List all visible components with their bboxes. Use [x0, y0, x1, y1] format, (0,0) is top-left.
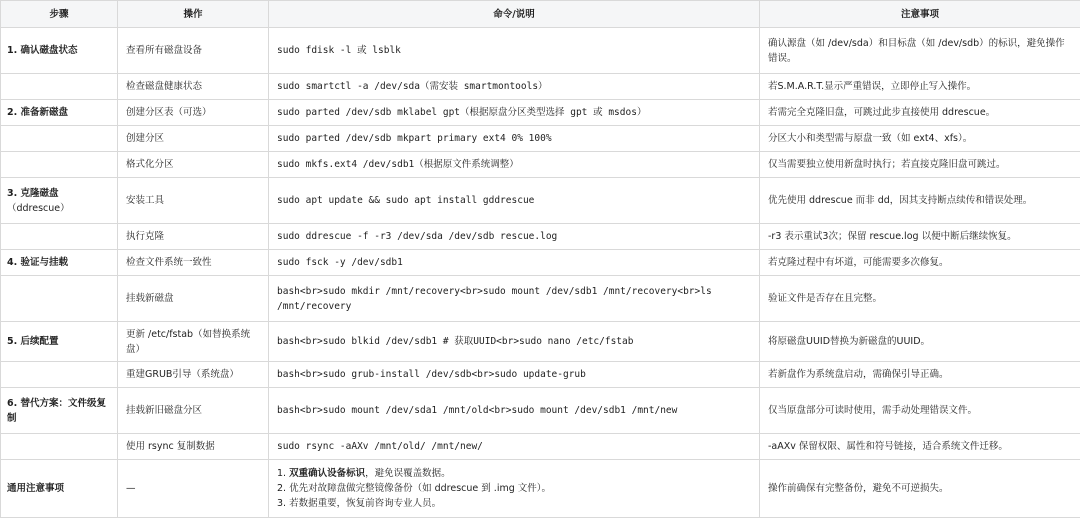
operation-cell: 执行克隆: [118, 224, 269, 250]
operation-cell: 查看所有磁盘设备: [118, 28, 269, 74]
header-command: 命令/说明: [269, 1, 760, 28]
step-cell: 1. 确认磁盘状态: [1, 28, 118, 74]
note-cell: 验证文件是否存在且完整。: [760, 276, 1080, 322]
note-cell: 若克隆过程中有坏道，可能需要多次修复。: [760, 250, 1080, 276]
table-row: [1, 362, 1080, 388]
note-cell: -r3 表示重试3次；保留 rescue.log 以便中断后继续恢复。: [760, 224, 1080, 250]
table-row: [1, 460, 1080, 518]
tip-number: 3.: [277, 498, 290, 509]
command-cell: bash<br>sudo mkdir /mnt/recovery<br>sudo mount /dev/sdb1 /mnt/recovery<br>ls /mnt/recovery: [269, 276, 760, 322]
table-row: [1, 276, 1080, 322]
table-row: [1, 152, 1080, 178]
header-notes: 注意事项: [760, 1, 1080, 28]
operation-cell: 挂载新磁盘: [118, 276, 269, 322]
step-subtitle: （ddrescue）: [7, 202, 70, 214]
tip-text: ，避免误覆盖数据。: [365, 468, 451, 479]
operation-cell: 检查文件系统一致性: [118, 250, 269, 276]
command-cell: sudo ddrescue -f -r3 /dev/sda /dev/sdb rescue.log: [269, 224, 760, 250]
list-item: [277, 466, 753, 481]
command-cell: sudo apt update && sudo apt install gddrescue: [269, 178, 760, 224]
note-cell: 确认源盘（如 /dev/sda）和目标盘（如 /dev/sdb）的标识，避免操作错误。: [760, 28, 1080, 74]
note-cell: 若需完全克隆旧盘，可跳过此步直接使用 ddrescue。: [760, 100, 1080, 126]
step-cell: 4. 验证与挂载: [1, 250, 118, 276]
note-cell: -aAXv 保留权限、属性和符号链接，适合系统文件迁移。: [760, 434, 1080, 460]
tip-bold: 双重确认设备标识: [289, 468, 366, 479]
step-cell: 5. 后续配置: [1, 322, 118, 362]
table-row: [1, 100, 1080, 126]
note-cell: 若S.M.A.R.T.显示严重错误，立即停止写入操作。: [760, 74, 1080, 100]
header-operation: 操作: [118, 1, 269, 28]
step-cell: [1, 276, 118, 322]
step-cell: [1, 224, 118, 250]
step-cell: [1, 74, 118, 100]
list-item: [277, 481, 753, 496]
list-item: [277, 496, 753, 511]
general-tips-list: [277, 466, 753, 511]
note-cell: 将原磁盘UUID替换为新磁盘的UUID。: [760, 322, 1080, 362]
command-cell: bash<br>sudo blkid /dev/sdb1 # 获取UUID<br>sudo nano /etc/fstab: [269, 322, 760, 362]
operation-cell: 更新 /etc/fstab（如替换系统盘）: [118, 322, 269, 362]
tip-number: 1.: [277, 468, 290, 479]
step-cell: 2. 准备新磁盘: [1, 100, 118, 126]
command-cell: sudo parted /dev/sdb mkpart primary ext4 0% 100%: [269, 126, 760, 152]
operation-cell: 重建GRUB引导（系统盘）: [118, 362, 269, 388]
step-cell: [1, 362, 118, 388]
general-tips-cell: [269, 460, 760, 518]
note-cell: 若新盘作为系统盘启动，需确保引导正确。: [760, 362, 1080, 388]
table-row: [1, 28, 1080, 74]
step-title: 3. 克隆磁盘: [7, 187, 59, 199]
command-cell: sudo mkfs.ext4 /dev/sdb1（根据原文件系统调整）: [269, 152, 760, 178]
tip-text: 优先对故障盘做完整镜像备份（如 ddrescue 到 .img 文件）。: [289, 483, 552, 494]
table-row: [1, 388, 1080, 434]
table-row: [1, 250, 1080, 276]
operation-cell: 使用 rsync 复制数据: [118, 434, 269, 460]
operation-cell: 挂载新旧磁盘分区: [118, 388, 269, 434]
command-cell: sudo smartctl -a /dev/sda（需安装 smartmontools）: [269, 74, 760, 100]
command-cell: bash<br>sudo mount /dev/sda1 /mnt/old<br>sudo mount /dev/sdb1 /mnt/new: [269, 388, 760, 434]
note-cell: 分区大小和类型需与原盘一致（如 ext4、xfs）。: [760, 126, 1080, 152]
tip-text: 若数据重要，恢复前咨询专业人员。: [289, 498, 442, 509]
operation-cell: 创建分区表（可选）: [118, 100, 269, 126]
operation-cell: 检查磁盘健康状态: [118, 74, 269, 100]
step-cell: [1, 152, 118, 178]
table-row: [1, 224, 1080, 250]
tip-number: 2.: [277, 483, 290, 494]
operation-cell: 创建分区: [118, 126, 269, 152]
operation-cell: 格式化分区: [118, 152, 269, 178]
table-row: [1, 322, 1080, 362]
command-cell: sudo fsck -y /dev/sdb1: [269, 250, 760, 276]
note-cell: 仅当需要独立使用新盘时执行；若直接克隆旧盘可跳过。: [760, 152, 1080, 178]
step-cell: 通用注意事项: [1, 460, 118, 518]
operation-cell: 安装工具: [118, 178, 269, 224]
table-row: [1, 126, 1080, 152]
note-cell: 操作前确保有完整备份，避免不可逆损失。: [760, 460, 1080, 518]
header-step: 步骤: [1, 1, 118, 28]
table-row: [1, 178, 1080, 224]
command-cell: sudo fdisk -l 或 lsblk: [269, 28, 760, 74]
table-row: [1, 434, 1080, 460]
table-row: [1, 74, 1080, 100]
command-cell: sudo rsync -aAXv /mnt/old/ /mnt/new/: [269, 434, 760, 460]
note-cell: 仅当原盘部分可读时使用，需手动处理错误文件。: [760, 388, 1080, 434]
command-cell: sudo parted /dev/sdb mklabel gpt（根据原盘分区类型选择 gpt 或 msdos）: [269, 100, 760, 126]
command-cell: bash<br>sudo grub-install /dev/sdb<br>sudo update-grub: [269, 362, 760, 388]
step-cell: [1, 434, 118, 460]
operation-cell: —: [118, 460, 269, 518]
note-cell: 优先使用 ddrescue 而非 dd，因其支持断点续传和错误处理。: [760, 178, 1080, 224]
step-cell: 6. 替代方案：文件级复制: [1, 388, 118, 434]
step-cell: [1, 126, 118, 152]
header-row: [1, 1, 1080, 28]
step-cell: [1, 178, 118, 224]
